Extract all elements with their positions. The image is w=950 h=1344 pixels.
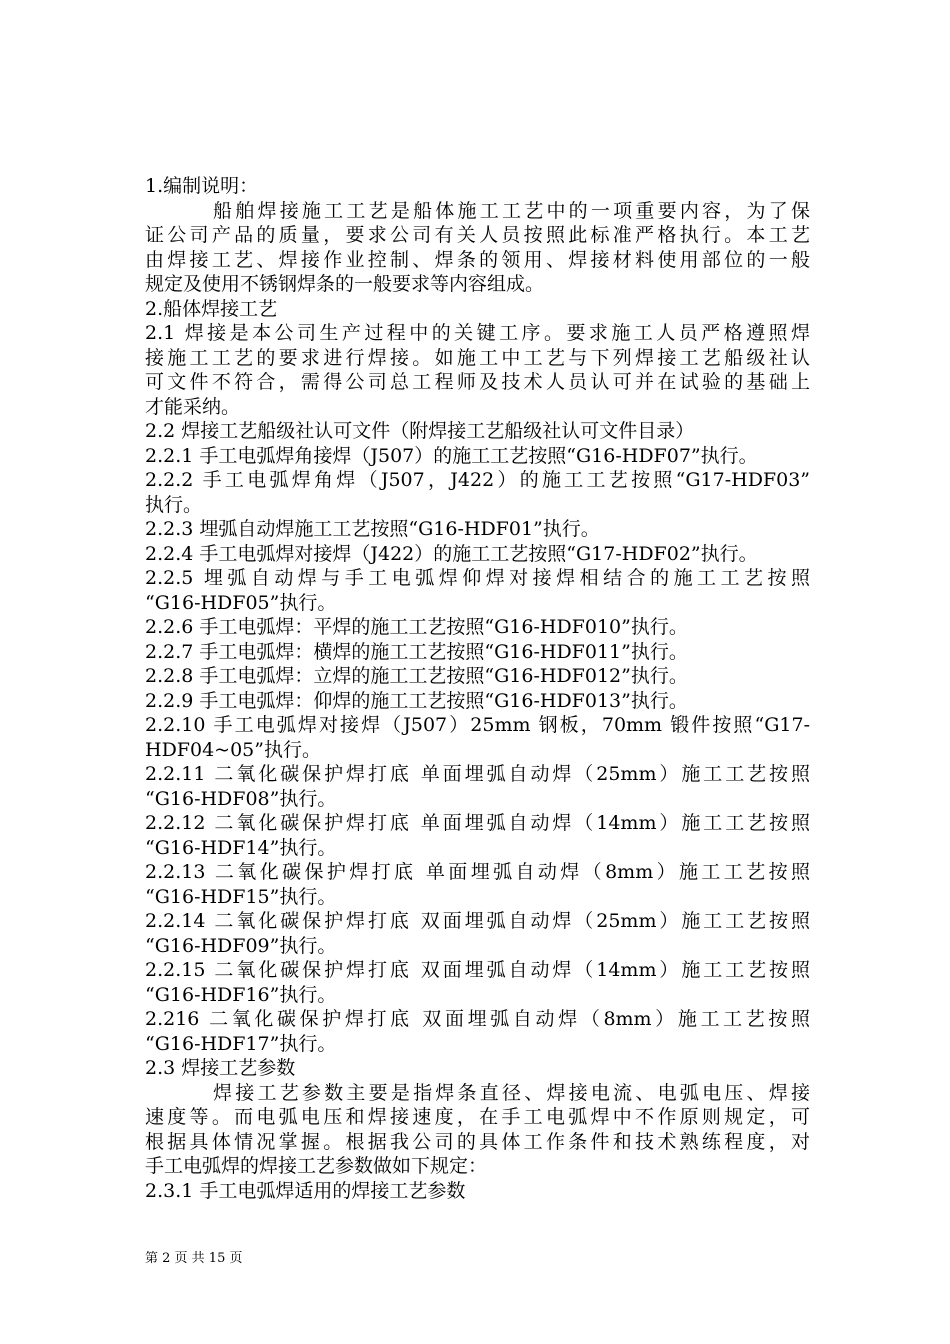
paragraph-line: 规定及使用不锈钢焊条的一般要求等内容组成。: [145, 273, 545, 295]
paragraph-line: 才能采纳。: [145, 395, 241, 418]
section-2-2: 2.2 焊接工艺船级社认可文件（附焊接工艺船级社认可文件目录）: [145, 420, 695, 442]
paragraph-line: 焊接工艺参数主要是指焊条直径、焊接电流、电弧电压、焊接: [213, 1081, 810, 1104]
heading-2: 2.船体焊接工艺: [145, 297, 278, 320]
section-2-3: 2.3 焊接工艺参数: [145, 1057, 296, 1079]
item-2-2-14: 2.2.14 二氧化碳保护焊打底 双面埋弧自动焊（25mm）施工工艺按照: [145, 910, 810, 932]
item-2-2-16-cont: “G16-HDF17”执行。: [145, 1032, 337, 1055]
item-2-2-6: 2.2.6 手工电弧焊：平焊的施工工艺按照“G16-HDF010”执行。: [145, 616, 688, 638]
paragraph-line: 由焊接工艺、焊接作业控制、焊条的领用、焊接材料使用部位的一般: [145, 248, 810, 271]
item-2-2-4: 2.2.4 手工电弧焊对接焊（J422）的施工工艺按照“G17-HDF02”执行。: [145, 542, 758, 565]
item-2-2-13-cont: “G16-HDF15”执行。: [145, 885, 337, 908]
paragraph-line: 速度等。而电弧电压和焊接速度，在手工电弧焊中不作原则规定，可: [145, 1106, 810, 1128]
item-2-2-15: 2.2.15 二氧化碳保护焊打底 双面埋弧自动焊（14mm）施工工艺按照: [145, 959, 810, 981]
item-2-2-16: 2.216 二氧化碳保护焊打底 双面埋弧自动焊（8mm）施工工艺按照: [145, 1008, 810, 1030]
paragraph-line: 接施工工艺的要求进行焊接。如施工中工艺与下列焊接工艺船级社认: [145, 346, 810, 369]
paragraph-line: 船舶焊接施工工艺是船体施工工艺中的一项重要内容，为了保: [213, 199, 810, 222]
item-2-2-13: 2.2.13 二氧化碳保护焊打底 单面埋弧自动焊（8mm）施工工艺按照: [145, 861, 810, 883]
paragraph-line: 证公司产品的质量，要求公司有关人员按照此标准严格执行。本工艺: [145, 224, 810, 246]
paragraph-line: 手工电弧焊的焊接工艺参数做如下规定：: [145, 1155, 488, 1177]
item-2-2-10-cont: HDF04~05”执行。: [145, 738, 321, 761]
heading-1: 1.编制说明：: [145, 175, 259, 197]
item-2-2-15-cont: “G16-HDF16”执行。: [145, 983, 337, 1006]
page-footer: 第 2 页 共 15 页: [145, 1251, 243, 1266]
section-2-3-1: 2.3.1 手工电弧焊适用的焊接工艺参数: [145, 1179, 466, 1202]
paragraph-line: 可文件不符合，需得公司总工程师及技术人员认可并在试验的基础上: [145, 371, 810, 393]
item-2-2-12-cont: “G16-HDF14”执行。: [145, 836, 337, 859]
item-2-2-5-cont: “G16-HDF05”执行。: [145, 591, 337, 614]
document-body: [145, 174, 810, 1203]
paragraph-line: 2.1 焊接是本公司生产过程中的关键工序。要求施工人员严格遵照焊: [145, 322, 810, 344]
item-2-2-5: 2.2.5 埋弧自动焊与手工电弧焊仰焊对接焊相结合的施工工艺按照: [145, 567, 810, 589]
item-2-2-9: 2.2.9 手工电弧焊：仰焊的施工工艺按照“G16-HDF013”执行。: [145, 689, 688, 712]
item-2-2-3: 2.2.3 埋弧自动焊施工工艺按照“G16-HDF01”执行。: [145, 518, 600, 540]
item-2-2-11-cont: “G16-HDF08”执行。: [145, 787, 337, 810]
item-2-2-1: 2.2.1 手工电弧焊角接焊（J507）的施工工艺按照“G16-HDF07”执行。: [145, 444, 758, 467]
item-2-2-14-cont: “G16-HDF09”执行。: [145, 934, 337, 957]
paragraph-line: 根据具体情况掌握。根据我公司的具体工作条件和技术熟练程度，对: [145, 1130, 810, 1153]
item-2-2-12: 2.2.12 二氧化碳保护焊打底 单面埋弧自动焊（14mm）施工工艺按照: [145, 812, 810, 834]
item-2-2-7: 2.2.7 手工电弧焊：横焊的施工工艺按照“G16-HDF011”执行。: [145, 640, 688, 663]
item-2-2-2-cont: 执行。: [145, 493, 203, 516]
item-2-2-11: 2.2.11 二氧化碳保护焊打底 单面埋弧自动焊（25mm）施工工艺按照: [145, 763, 810, 785]
item-2-2-8: 2.2.8 手工电弧焊：立焊的施工工艺按照“G16-HDF012”执行。: [145, 665, 688, 687]
item-2-2-2: 2.2.2 手工电弧焊角焊（J507，J422）的施工工艺按照“G17-HDF03”: [145, 469, 810, 491]
item-2-2-10: 2.2.10 手工电弧焊对接焊（J507）25mm 钢板，70mm 锻件按照“G17-: [145, 714, 810, 736]
